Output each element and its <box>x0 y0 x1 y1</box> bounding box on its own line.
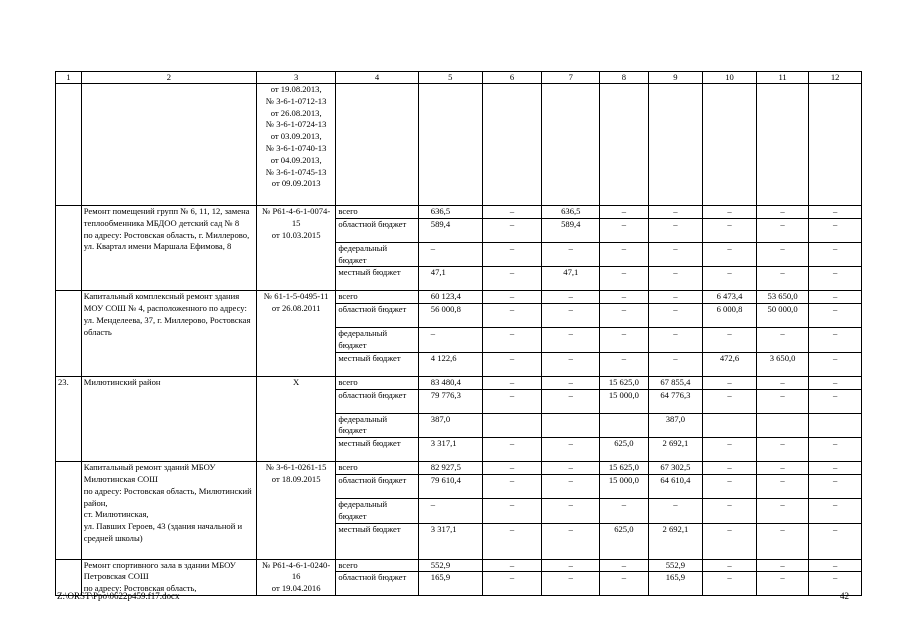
source-cell: местный бюджет <box>336 267 418 291</box>
value-cell: – <box>809 267 862 291</box>
document-cell: Х <box>256 376 335 461</box>
value-cell: – <box>542 572 600 596</box>
value-cell: – <box>756 572 809 596</box>
value-cell: – <box>482 218 542 242</box>
value-cell <box>542 84 600 206</box>
value-cell: – <box>756 242 809 267</box>
source-cell: областной бюджет <box>336 304 418 328</box>
source-cell: всего <box>336 559 418 572</box>
value-cell: – <box>703 572 757 596</box>
value-cell: – <box>648 206 703 219</box>
value-cell: – <box>703 242 757 267</box>
value-cell: – <box>809 438 862 462</box>
value-cell: – <box>648 304 703 328</box>
column-header: 8 <box>600 72 648 84</box>
object-name-cell: Ремонт спортивного зала в здании МБОУ Петровская СОШ по адресу: Ростовская область, <box>81 559 256 596</box>
value-cell: – <box>482 352 542 376</box>
value-cell: 552,9 <box>418 559 482 572</box>
value-cell: – <box>542 291 600 304</box>
value-cell: 64 776,3 <box>648 389 703 413</box>
value-cell: 552,9 <box>648 559 703 572</box>
source-cell: всего <box>336 206 418 219</box>
value-cell: – <box>482 523 542 559</box>
value-cell: 67 302,5 <box>648 462 703 475</box>
column-header: 5 <box>418 72 482 84</box>
row-number-cell <box>56 291 82 376</box>
value-cell: – <box>600 267 648 291</box>
value-cell: 56 000,8 <box>418 304 482 328</box>
value-cell <box>809 413 862 438</box>
value-cell: – <box>542 389 600 413</box>
value-cell: – <box>648 267 703 291</box>
value-cell: 3 317,1 <box>418 438 482 462</box>
value-cell: – <box>648 328 703 353</box>
value-cell: – <box>703 462 757 475</box>
object-name-cell: Милютинский район <box>81 376 256 461</box>
data-table <box>55 71 862 596</box>
table-row <box>56 462 862 475</box>
value-cell: 15 625,0 <box>600 462 648 475</box>
source-cell: всего <box>336 291 418 304</box>
object-name-cell <box>81 84 256 206</box>
value-cell: – <box>809 304 862 328</box>
value-cell <box>648 84 703 206</box>
column-header: 10 <box>703 72 757 84</box>
source-cell <box>336 84 418 206</box>
value-cell: 47,1 <box>418 267 482 291</box>
value-cell: 4 122,6 <box>418 352 482 376</box>
value-cell: – <box>756 218 809 242</box>
source-cell: местный бюджет <box>336 438 418 462</box>
value-cell: 636,5 <box>542 206 600 219</box>
source-cell: областной бюджет <box>336 572 418 596</box>
value-cell: – <box>418 498 482 523</box>
value-cell: – <box>482 376 542 389</box>
value-cell: – <box>418 328 482 353</box>
value-cell: 79 610,4 <box>418 474 482 498</box>
value-cell: – <box>809 328 862 353</box>
value-cell: – <box>703 438 757 462</box>
value-cell <box>600 84 648 206</box>
table-row <box>56 376 862 389</box>
value-cell: – <box>703 474 757 498</box>
value-cell: 15 000,0 <box>600 474 648 498</box>
value-cell: 3 317,1 <box>418 523 482 559</box>
continuation-row <box>56 84 862 206</box>
value-cell: – <box>809 523 862 559</box>
value-cell: – <box>756 498 809 523</box>
value-cell: – <box>542 462 600 475</box>
value-cell <box>703 84 757 206</box>
table-row <box>56 206 862 219</box>
value-cell: – <box>648 218 703 242</box>
column-header: 3 <box>256 72 335 84</box>
value-cell: 15 625,0 <box>600 376 648 389</box>
source-cell: федеральный бюджет <box>336 413 418 438</box>
value-cell: – <box>809 352 862 376</box>
column-header: 2 <box>81 72 256 84</box>
value-cell: – <box>756 474 809 498</box>
value-cell: – <box>482 438 542 462</box>
source-cell: всего <box>336 462 418 475</box>
source-cell: федеральный бюджет <box>336 498 418 523</box>
value-cell: – <box>542 498 600 523</box>
value-cell: 6 473,4 <box>703 291 757 304</box>
column-header: 9 <box>648 72 703 84</box>
source-cell: областной бюджет <box>336 389 418 413</box>
footer-file-path: Z:\ORST\Ppo\0622p459.f17.docx <box>57 591 180 601</box>
value-cell: 387,0 <box>648 413 703 438</box>
value-cell <box>482 84 542 206</box>
value-cell: – <box>809 559 862 572</box>
value-cell: – <box>703 328 757 353</box>
value-cell: – <box>542 352 600 376</box>
value-cell: – <box>482 498 542 523</box>
source-cell: федеральный бюджет <box>336 242 418 267</box>
value-cell <box>703 413 757 438</box>
value-cell: 83 480,4 <box>418 376 482 389</box>
document-cell: № Р61-4-6-1-0074-15 от 10.03.2015 <box>256 206 335 291</box>
source-cell: федеральный бюджет <box>336 328 418 353</box>
value-cell: 2 692,1 <box>648 438 703 462</box>
source-cell: областной бюджет <box>336 218 418 242</box>
value-cell: – <box>482 474 542 498</box>
value-cell: 53 650,0 <box>756 291 809 304</box>
value-cell: 165,9 <box>648 572 703 596</box>
row-number-cell <box>56 462 82 559</box>
value-cell: – <box>482 206 542 219</box>
value-cell: – <box>482 242 542 267</box>
value-cell: – <box>809 291 862 304</box>
value-cell: – <box>482 462 542 475</box>
value-cell: – <box>600 304 648 328</box>
value-cell: – <box>542 304 600 328</box>
value-cell: – <box>482 267 542 291</box>
value-cell: – <box>809 218 862 242</box>
value-cell: – <box>542 474 600 498</box>
value-cell: 6 000,8 <box>703 304 757 328</box>
value-cell: – <box>482 389 542 413</box>
value-cell: – <box>756 267 809 291</box>
value-cell: – <box>482 559 542 572</box>
value-cell: – <box>482 328 542 353</box>
value-cell: – <box>703 267 757 291</box>
value-cell: – <box>703 498 757 523</box>
document-cell: № Р61-4-6-1-0240-16 от 19.04.2016 <box>256 559 335 596</box>
value-cell <box>600 413 648 438</box>
value-cell: – <box>703 206 757 219</box>
value-cell: – <box>542 438 600 462</box>
value-cell: – <box>482 291 542 304</box>
value-cell: 79 776,3 <box>418 389 482 413</box>
value-cell: – <box>703 389 757 413</box>
header-row <box>56 72 862 84</box>
column-header: 11 <box>756 72 809 84</box>
value-cell: 589,4 <box>542 218 600 242</box>
value-cell <box>809 84 862 206</box>
value-cell: – <box>809 206 862 219</box>
value-cell: 625,0 <box>600 438 648 462</box>
value-cell: 625,0 <box>600 523 648 559</box>
column-header: 4 <box>336 72 418 84</box>
value-cell: 3 650,0 <box>756 352 809 376</box>
table-row <box>56 291 862 304</box>
value-cell: – <box>418 242 482 267</box>
value-cell <box>756 84 809 206</box>
value-cell <box>542 413 600 438</box>
source-cell: областной бюджет <box>336 474 418 498</box>
value-cell: – <box>703 376 757 389</box>
value-cell: – <box>809 498 862 523</box>
value-cell: – <box>756 389 809 413</box>
value-cell <box>418 84 482 206</box>
value-cell: – <box>542 242 600 267</box>
value-cell: – <box>648 291 703 304</box>
value-cell: – <box>600 328 648 353</box>
value-cell: 636,5 <box>418 206 482 219</box>
page-number: 42 <box>840 591 849 601</box>
value-cell: – <box>703 523 757 559</box>
value-cell: – <box>756 376 809 389</box>
value-cell: – <box>809 242 862 267</box>
value-cell: – <box>809 462 862 475</box>
value-cell: – <box>809 572 862 596</box>
value-cell: 472,6 <box>703 352 757 376</box>
value-cell: 2 692,1 <box>648 523 703 559</box>
source-cell: всего <box>336 376 418 389</box>
value-cell: – <box>600 206 648 219</box>
value-cell: – <box>600 242 648 267</box>
value-cell: – <box>542 559 600 572</box>
value-cell <box>482 413 542 438</box>
value-cell: – <box>756 438 809 462</box>
value-cell: – <box>756 523 809 559</box>
value-cell: – <box>756 462 809 475</box>
value-cell: 15 000,0 <box>600 389 648 413</box>
column-header: 1 <box>56 72 82 84</box>
source-cell: местный бюджет <box>336 523 418 559</box>
value-cell: 47,1 <box>542 267 600 291</box>
value-cell: – <box>756 206 809 219</box>
column-header: 6 <box>482 72 542 84</box>
value-cell: 60 123,4 <box>418 291 482 304</box>
value-cell: 64 610,4 <box>648 474 703 498</box>
document-cell: № 61-1-5-0495-11 от 26.08.2011 <box>256 291 335 376</box>
value-cell: – <box>600 572 648 596</box>
value-cell: 165,9 <box>418 572 482 596</box>
value-cell: 82 927,5 <box>418 462 482 475</box>
object-name-cell: Капитальный ремонт зданий МБОУ Милютинская СОШ по адресу: Ростовская область, Милютинский район, ст. Милютинская, ул. Павших Героев, 43 (здания начальной и средней школы) <box>81 462 256 559</box>
value-cell: – <box>600 218 648 242</box>
value-cell: – <box>542 523 600 559</box>
value-cell: – <box>648 242 703 267</box>
value-cell: – <box>809 474 862 498</box>
value-cell: 67 855,4 <box>648 376 703 389</box>
object-name-cell: Капитальный комплексный ремонт здания МОУ СОШ № 4, расположенного по адресу: ул. Менделеева, 37, г. Миллерово, Ростовская область <box>81 291 256 376</box>
value-cell: – <box>482 304 542 328</box>
column-header: 7 <box>542 72 600 84</box>
document-cell: № 3-6-1-0261-15 от 18.09.2015 <box>256 462 335 559</box>
column-header: 12 <box>809 72 862 84</box>
value-cell: – <box>600 559 648 572</box>
value-cell: – <box>600 352 648 376</box>
object-name-cell: Ремонт помещений групп № 6, 11, 12, замена теплообменника МБДОО детский сад № 8 по адресу: Ростовская область, г. Миллерово, ул. Квартал имени Маршала Ефимова, 8 <box>81 206 256 291</box>
value-cell: 387,0 <box>418 413 482 438</box>
row-number-cell <box>56 84 82 206</box>
table-row <box>56 559 862 572</box>
source-cell: местный бюджет <box>336 352 418 376</box>
value-cell <box>756 413 809 438</box>
value-cell: – <box>809 389 862 413</box>
value-cell: – <box>648 498 703 523</box>
row-number-cell <box>56 206 82 291</box>
value-cell: – <box>756 559 809 572</box>
value-cell: – <box>600 291 648 304</box>
value-cell: – <box>756 328 809 353</box>
document-cell: от 19.08.2013, № 3-6-1-0712-13 от 26.08.2013, № 3-6-1-0724-13 от 03.09.2013, № 3-6-1-0740-13 от 04.09.2013, № 3-6-1-0745-13 от 09.09.2013 <box>256 84 335 206</box>
value-cell: – <box>542 328 600 353</box>
value-cell: – <box>600 498 648 523</box>
value-cell: – <box>703 218 757 242</box>
value-cell: – <box>482 572 542 596</box>
value-cell: – <box>809 376 862 389</box>
value-cell: – <box>703 559 757 572</box>
value-cell: – <box>542 376 600 389</box>
row-number-cell: 23. <box>56 376 82 461</box>
value-cell: – <box>648 352 703 376</box>
value-cell: 50 000,0 <box>756 304 809 328</box>
value-cell: 589,4 <box>418 218 482 242</box>
